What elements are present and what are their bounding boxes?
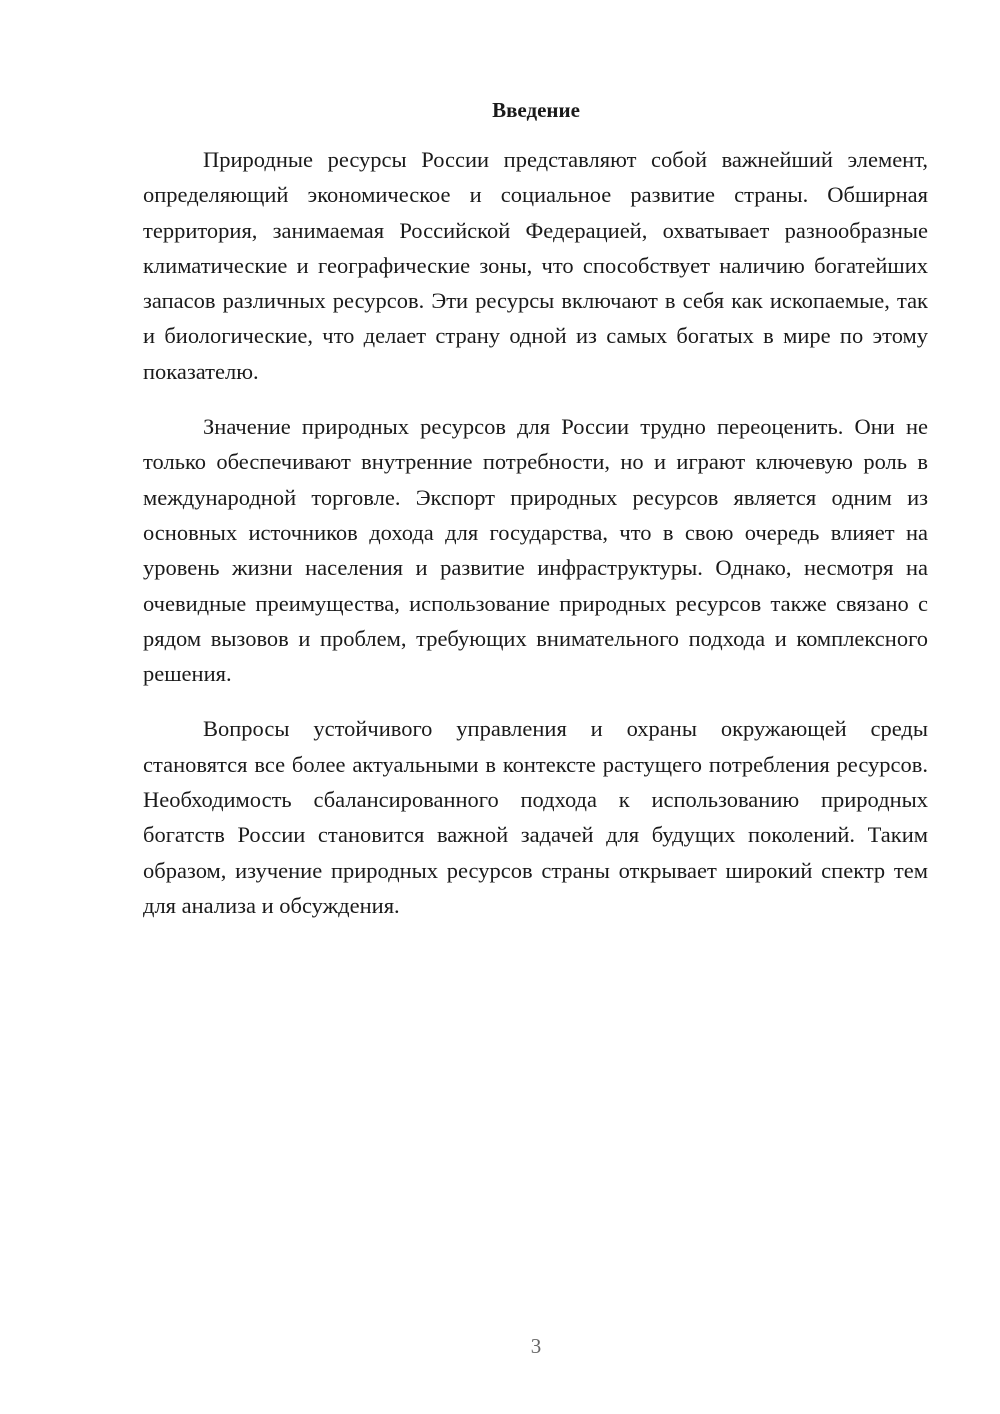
page-number: 3 (530, 1334, 542, 1358)
paragraph-3: Вопросы устойчивого управления и охраны окружающей среды становятся все более актуальными в контексте растущего потребления ресурсов. Необходимость сбалансированного подхода к использованию природных богатств России становится важной задачей для будущих поколений. Таким образом, изучение природных ресурсов страны открывает широкий спектр тем для анализа и обсуждения. (143, 716, 928, 918)
section-title: Введение (492, 98, 580, 122)
paragraph-2: Значение природных ресурсов для России трудно переоценить. Они не только обеспечивают внутренние потребности, но и играют ключевую роль в международной торговле. Экспорт природных ресурсов является одним из основных источников дохода для государства, что в свою очередь влияет на уровень жизни населения и развитие инфраструктуры. Однако, несмотря на очевидные преимущества, использование природных ресурсов также связано с рядом вызовов и проблем, требующих внимательного подхода и комплексного решения. (143, 414, 928, 687)
paragraph-1: Природные ресурсы России представляют собой важнейший элемент, определяющий экономическое и социальное развитие страны. Обширная территория, занимаемая Российской Федерацией, охватывает разнообразные климатические и географические зоны, что способствует наличию богатейших запасов различных ресурсов. Эти ресурсы включают в себя как ископаемые, так и биологические, что делает страну одной из самых богатых в мире по этому показателю. (143, 147, 928, 384)
document-body (143, 142, 928, 943)
